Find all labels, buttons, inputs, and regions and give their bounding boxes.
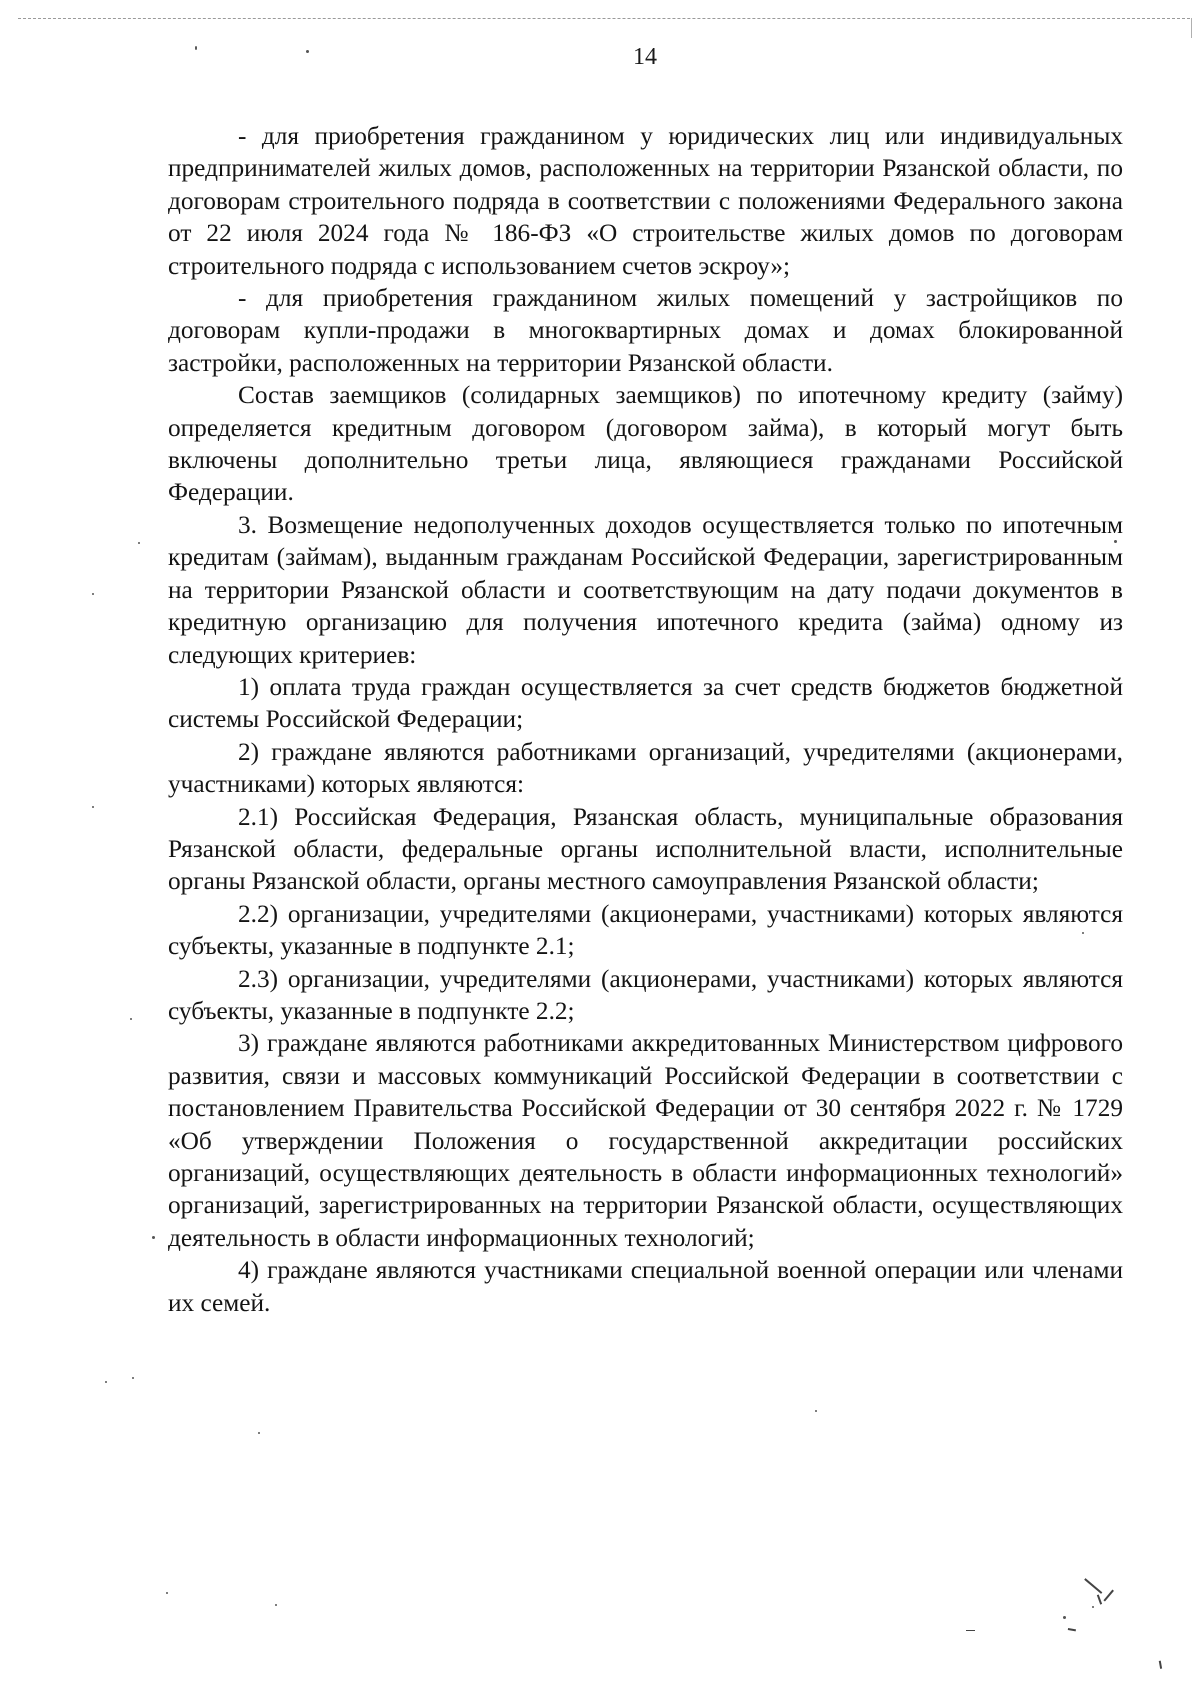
paragraph: 2.1) Российская Федерация, Рязанская область, муниципальные образования Рязанской области, федеральные органы исполнительной власти, исполнительные органы Рязанской области, органы местного самоуправления Рязанской области; (168, 802, 1123, 896)
scan-speck (306, 50, 309, 53)
scan-speck (1063, 1616, 1066, 1619)
paragraph: 4) граждане являются участниками специальной военной операции или членами их семей. (168, 1256, 1123, 1317)
scan-mark (966, 1630, 975, 1631)
scan-speck (195, 46, 197, 50)
scan-speck (1092, 1606, 1094, 1608)
scan-speck (105, 1381, 107, 1383)
paragraph: 1) оплата труда граждан осуществляется за счет средств бюджетов бюджетной системы Российской Федерации; (168, 672, 1123, 734)
scan-mark (1159, 1661, 1162, 1669)
scan-mark (1103, 1590, 1113, 1602)
paragraph: - для приобретения гражданином у юридических лиц или индивидуальных предпринимателей жилых домов, расположенных на территории Рязанской области, по договорам строительного подряда в соответствии с положениями Федерального закона от 22 июля 2024 года № 186-ФЗ «О строительстве жилых домов по договорам строительного подряда с использованием счетов эскроу»; (168, 122, 1123, 280)
scan-speck (92, 593, 94, 595)
paragraph: Состав заемщиков (солидарных заемщиков) по ипотечному кредиту (займу) определяется кредитным договором (договором займа), в который могут быть включены дополнительно третьи лица, являющиеся гражданами Российской Федерации. (168, 381, 1123, 507)
scan-speck (138, 542, 140, 544)
paragraph: - для приобретения гражданином жилых помещений у застройщиков по договорам купли-продажи в многоквартирных домах и домах блокированной застройки, расположенных на территории Рязанской области. (168, 284, 1123, 377)
paragraph: 2) граждане являются работниками организаций, учредителями (акционерами, участниками) которых являются: (168, 737, 1123, 799)
page-number: 14 (633, 44, 657, 70)
scan-speck (132, 1377, 134, 1379)
scan-speck (275, 1604, 277, 1606)
scan-speck (166, 1592, 168, 1594)
document-body (168, 120, 1123, 1319)
paragraph: 2.3) организации, учредителями (акционерами, участниками) которых являются субъекты, указанные в подпункте 2.2; (168, 964, 1123, 1025)
scan-speck (92, 806, 94, 808)
scan-mark (1068, 1628, 1076, 1631)
scan-speck (258, 1432, 260, 1434)
paragraph: 3) граждане являются работниками аккредитованных Министерством цифрового развития, связи и массовых коммуникаций Российской Федерации в соответствии с постановлением Правительства Российской Федерации от 30 сентября 2022 г. № 1729 «Об утверждении Положения о государственной аккредитации российских организаций, осуществляющих деятельность в области информационных технологий» организаций, зарегистрированных на территории Рязанской области, осуществляющих деятельность в области информационных технологий; (168, 1029, 1123, 1252)
scan-mark (1085, 1578, 1103, 1593)
scan-border-line (18, 18, 1190, 19)
scan-speck (1114, 540, 1117, 543)
scan-border-mark (1191, 18, 1192, 38)
scan-speck (130, 1018, 132, 1020)
scan-speck (152, 1236, 155, 1239)
scan-speck (1082, 932, 1084, 934)
scan-mark (1097, 1594, 1102, 1604)
paragraph: 2.2) организации, учредителями (акционерами, участниками) которых являются субъекты, указанные в подпункте 2.1; (168, 899, 1123, 961)
scan-speck (815, 1410, 817, 1412)
paragraph: 3. Возмещение недополученных доходов осуществляется только по ипотечным кредитам (займам), выданным гражданам Российской Федерации, зарегистрированным на территории Рязанской области и соответствующим на дату подачи документов в кредитную организацию для получения ипотечного кредита (займа) одному из следующих критериев: (168, 510, 1123, 669)
